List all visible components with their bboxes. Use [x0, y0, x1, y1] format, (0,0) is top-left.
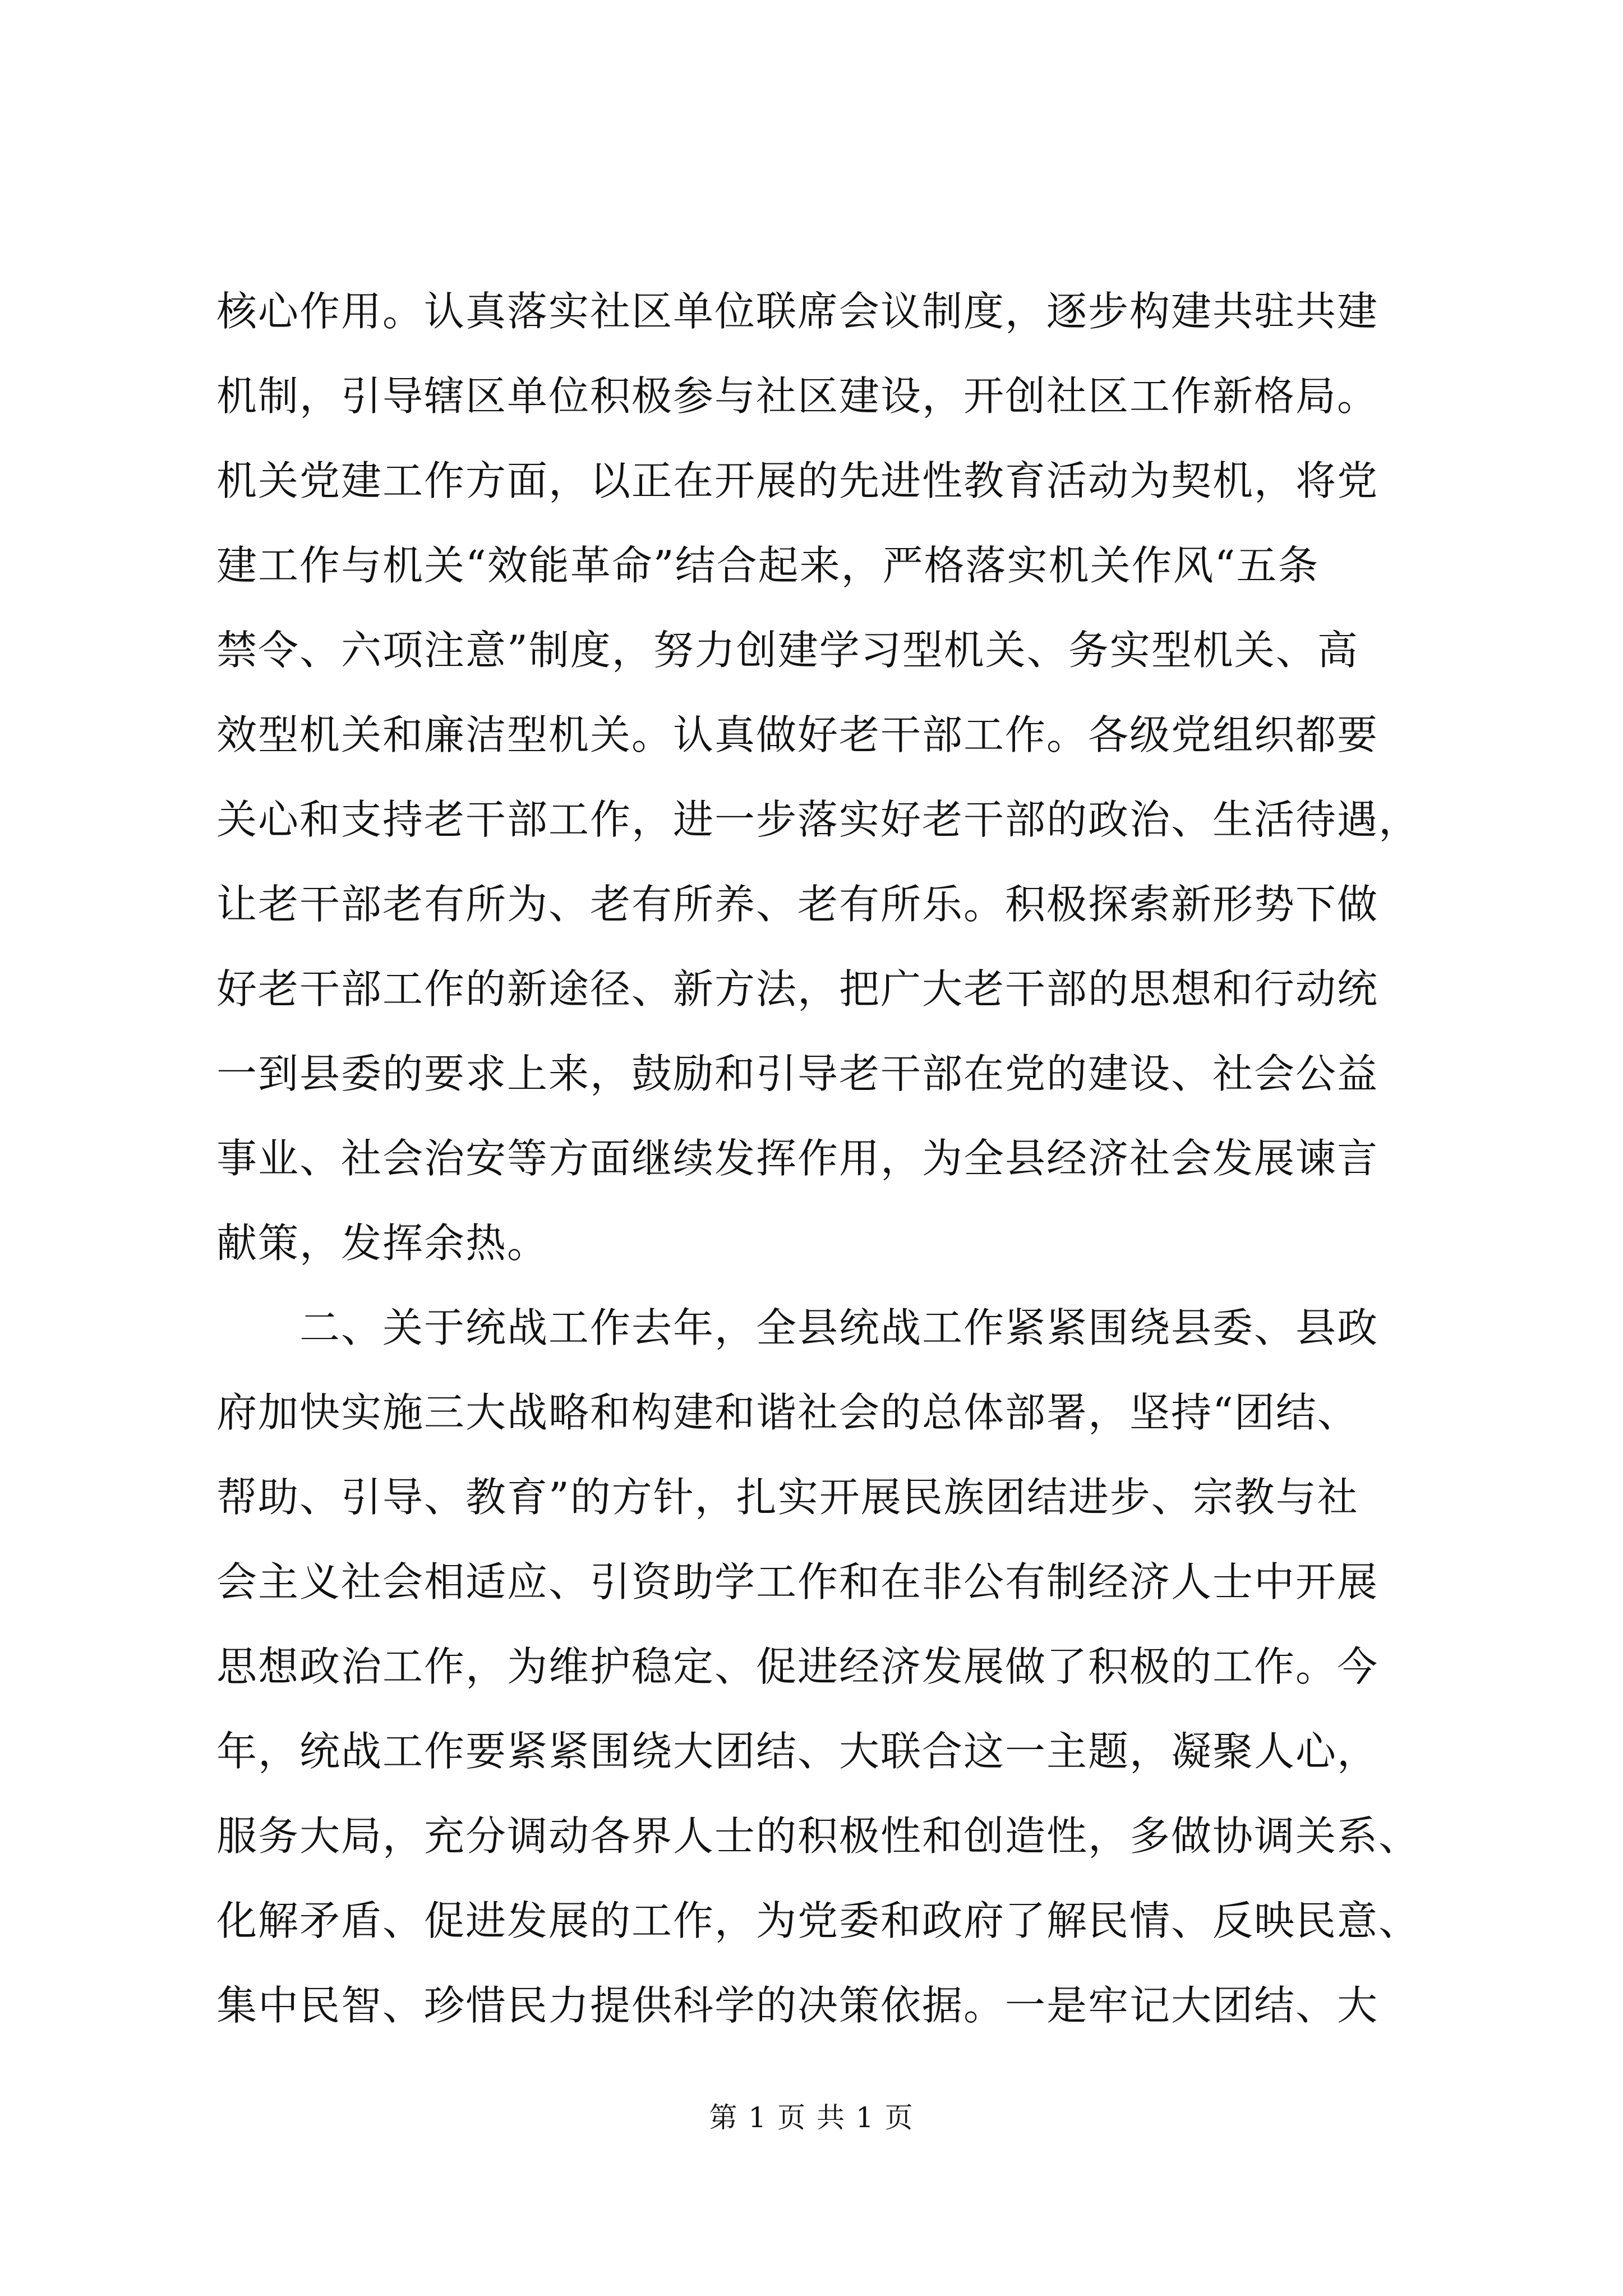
page-number-label: 第 1 页 共 1 页 [709, 2101, 914, 2134]
text-line: 禁令、六项注意”制度，努力创建学习型机关、务实型机关、高 [216, 627, 1359, 674]
text-line: 机制，引导辖区单位积极参与社区建设，开创社区工作新格局。 [216, 372, 1379, 420]
text-line: 集中民智、珍惜民力提供科学的决策依据。一是牢记大团结、大 [216, 1982, 1379, 2029]
text-line: 一到县委的要求上来，鼓励和引导老干部在党的建设、社会公益 [216, 1050, 1379, 1097]
text-line: 核心作用。认真落实社区单位联席会议制度，逐步构建共驻共建 [216, 288, 1379, 335]
text-line: 献策，发挥余热。 [216, 1220, 549, 1267]
text-line: 府加快实施三大战略和构建和谐社会的总体部署，坚持“团结、 [216, 1389, 1359, 1436]
text-line: 关心和支持老干部工作，进一步落实好老干部的政治、生活待遇， [216, 796, 1421, 843]
text-line: 建工作与机关“效能革命”结合起来，严格落实机关作风“五条 [216, 542, 1320, 589]
text-line: 思想政治工作，为维护稳定、促进经济发展做了积极的工作。今 [216, 1643, 1379, 1690]
text-line: 服务大局，充分调动各界人士的积极性和创造性，多做协调关系、 [216, 1812, 1421, 1860]
text-line: 效型机关和廉洁型机关。认真做好老干部工作。各级党组织都要 [216, 711, 1379, 758]
text-line: 帮助、引导、教育”的方针，扎实开展民族团结进步、宗教与社 [216, 1474, 1359, 1521]
text-line: 年，统战工作要紧紧围绕大团结、大联合这一主题，凝聚人心， [216, 1728, 1379, 1775]
text-line: 好老干部工作的新途径、新方法，把广大老干部的思想和行动统 [216, 965, 1379, 1013]
text-line: 让老干部老有所为、老有所养、老有所乐。积极探索新形势下做 [216, 881, 1379, 928]
text-line: 机关党建工作方面，以正在开展的先进性教育活动为契机，将党 [216, 457, 1379, 504]
text-line: 化解矛盾、促进发展的工作，为党委和政府了解民情、反映民意、 [216, 1897, 1421, 1944]
text-line: 二、关于统战工作去年，全县统战工作紧紧围绕县委、县政 [216, 1304, 1379, 1351]
page-footer [0, 2095, 1623, 2140]
document-body [216, 269, 1421, 2048]
text-line: 事业、社会治安等方面继续发挥作用，为全县经济社会发展谏言 [216, 1135, 1379, 1182]
text-line: 会主义社会相适应、引资助学工作和在非公有制经济人士中开展 [216, 1558, 1379, 1605]
